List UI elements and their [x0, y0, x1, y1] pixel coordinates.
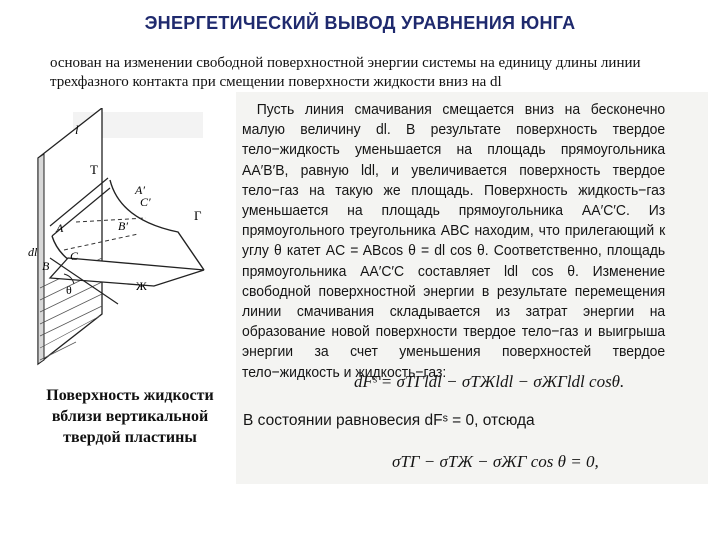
label-B-prime: B′ — [118, 219, 128, 233]
plate-front-face — [38, 108, 102, 364]
label-B: B — [42, 259, 50, 273]
derivation-text — [242, 100, 665, 383]
page-title: ЭНЕРГЕТИЧЕСКИЙ ВЫВОД УРАВНЕНИЯ ЮНГА — [144, 13, 576, 33]
label-Zh: Ж — [136, 279, 147, 293]
label-A: A — [56, 221, 64, 235]
label-C-prime: C′ — [140, 195, 151, 209]
figure-caption: Поверхность жидкости вблизи вертикальной твердой пластины — [46, 387, 214, 446]
equilibrium-condition: В состоянии равновесия dFˢ = 0, отсюда — [243, 412, 535, 429]
subtitle: основан на изменении свободной поверхностной энергии системы на единицу длины линии трехфазного контакта при смещении поверхности жидкости вниз на dl — [50, 55, 641, 90]
energy-change-equation: dFˢ = σТГldl − σТЖldl − σЖГldl cosθ. — [354, 372, 625, 391]
label-l: l — [75, 122, 79, 137]
label-G: Г — [194, 208, 202, 223]
label-dl: dl — [28, 245, 38, 259]
label-C: C — [70, 249, 79, 263]
label-T: Т — [90, 162, 98, 177]
label-A-prime: A′ — [135, 183, 145, 197]
label-theta: θ — [66, 283, 72, 297]
young-equation: σТГ − σТЖ − σЖГ cos θ = 0, — [392, 452, 599, 471]
plate-diagram — [28, 108, 236, 378]
derivation-paragraph: Пусть линия смачивания смещается вниз на бесконечно малую величину dl. В результате поверхность твердое тело−жидкость уменьшается на площадь прямоугольника AA′B′B, равную ldl, и увеличивается поверхность твердое тело−газ на такую же площадь. Поверхность жидкость−газ уменьшается на площадь прямоугольника AA′C′C. Из прямоугольного треугольника ABC находим, что прилегающий к углу θ катет AC = ABcos θ = dl cos θ. Соответственно, площадь прямоугольника AA′C′C составляет ldl cos θ. Изменение свободной поверхностной энергии в результате перемещения линии смачивания складывается из затрат энергии на образование новой поверхности твердое тело−газ и выигрыша энергии за счет уменьшения поверхностей твердое тело−жидкость и жидкость−газ: — [242, 101, 666, 381]
